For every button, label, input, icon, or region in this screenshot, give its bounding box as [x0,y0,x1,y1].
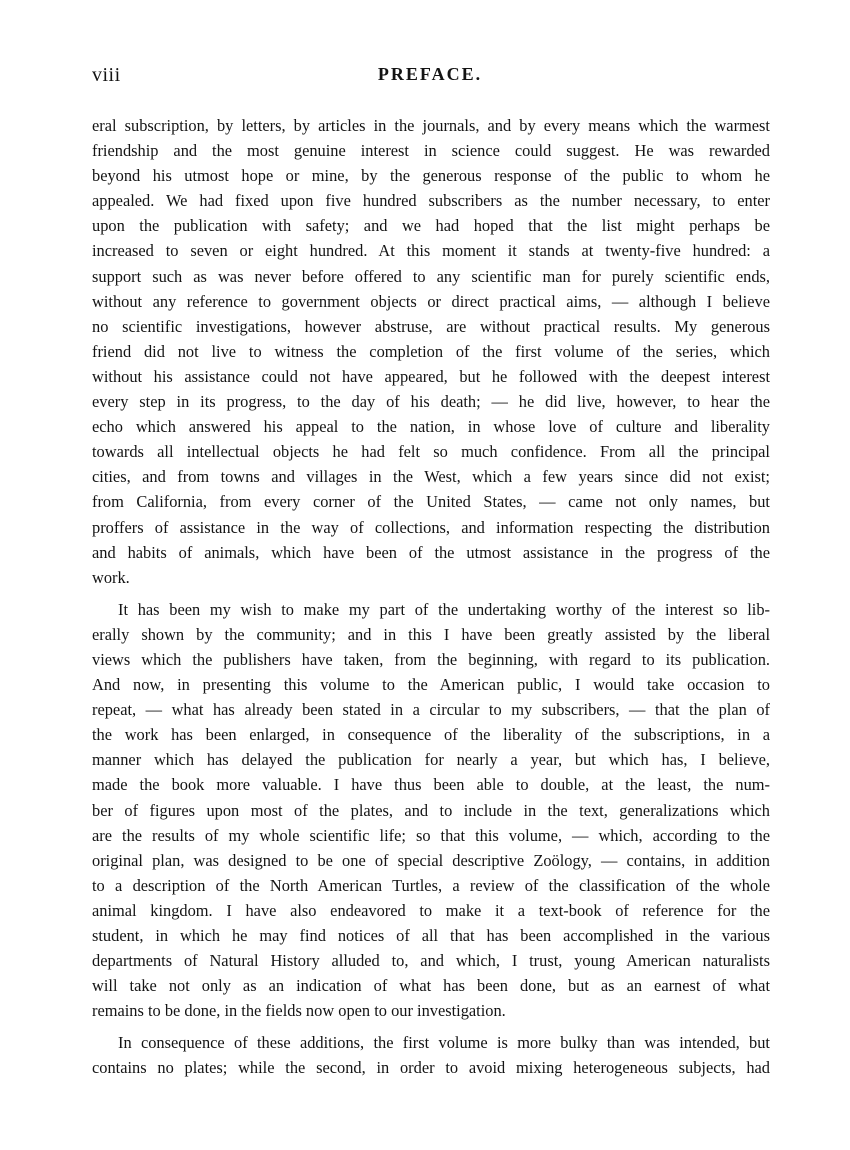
text-line: friend did not live to witness the completion of the first volume of the series, which [92,341,770,361]
text-line: friendship and the most genuine interest in science could suggest. He was rewarded [92,141,770,161]
text-line: erally shown by the community; and in this I have been greatly assisted by the liberal [92,624,770,644]
text-line: departments of Natural History alluded to, and which, I trust, young American naturalists [92,951,770,971]
text-line: cities, and from towns and villages in the West, which a few years since did not exist; [92,467,770,487]
text-line: without any reference to government objects or direct practical aims, — although I believe [92,291,770,311]
page-number: viii [92,64,121,86]
text-line: are the results of my whole scientific life; so that this volume, — which, according to the [92,825,770,845]
text-line: original plan, was designed to be one of special descriptive Zoölogy, — contains, in addition [92,850,770,870]
text-line: It has been my wish to make my part of the undertaking worthy of the interest so lib- [118,599,770,619]
text-line: support such as was never before offered to any scientific man for purely scientific ends, [92,266,770,286]
text-line: student, in which he may find notices of all that has been accomplished in the various [92,926,770,945]
text-line: the work has been enlarged, in consequence of the liberality of the subscriptions, in a [92,725,770,745]
text-line: And now, in presenting this volume to the American public, I would take occasion to [92,675,770,695]
text-line: beyond his utmost hope or mine, by the generous response of the public to whom he [92,166,770,186]
text-line: work. [92,567,130,587]
text-line: will take not only as an indication of what has been done, but as an earnest of what [92,976,770,996]
text-line: views which the publishers have taken, from the beginning, with regard to its publication. [92,649,770,669]
text-line: without his assistance could not have appeared, but he followed with the deepest interest [92,366,770,386]
text-line: eral subscription, by letters, by articles in the journals, and by every means which the warmest [92,116,770,135]
text-line: made the book more valuable. I have thus been able to double, at the least, the num- [92,775,770,795]
text-line: and habits of animals, which have been of the utmost assistance in the progress of the [92,542,770,562]
text-line: every step in its progress, to the day of his death; — he did live, however, to hear the [92,392,770,412]
text-line: remains to be done, in the fields now open to our investigation. [92,1001,506,1021]
page-header [92,64,768,90]
text-line: from California, from every corner of the United States, — came not only names, but [92,492,770,512]
text-line: upon the publication with safety; and we had hoped that the list might perhaps be [92,216,770,236]
text-line: manner which has delayed the publication for nearly a year, but which has, I believe, [92,750,770,770]
text-line: echo which answered his appeal to the nation, in whose love of culture and liberality [92,417,770,437]
running-head: PREFACE. [377,64,483,84]
text-line: increased to seven or eight hundred. At this moment it stands at twenty-five hundred: a [92,241,770,261]
text-line: contains no plates; while the second, in order to avoid mixing heterogeneous subjects, had [92,1058,770,1078]
text-line: ber of figures upon most of the plates, and to include in the text, generalizations which [92,800,770,820]
text-line: towards all intellectual objects he had felt so much confidence. From all the principal [92,442,770,462]
paragraph [92,113,770,590]
paragraph [92,1030,770,1080]
body-text [92,113,770,1081]
text-line: animal kingdom. I have also endeavored to make it a text-book of reference for the [92,900,770,920]
text-line: to a description of the North American Turtles, a review of the classification of the whole [92,875,770,895]
text-line: appealed. We had fixed upon five hundred subscribers as the number necessary, to enter [92,191,770,211]
text-line: repeat, — what has already been stated in a circular to my subscribers, — that the plan of [92,700,770,720]
paragraph [92,597,770,1024]
text-line: no scientific investigations, however abstruse, are without practical results. My generous [92,316,770,336]
text-line: In consequence of these additions, the first volume is more bulky than was intended, but [118,1033,770,1053]
text-line: proffers of assistance in the way of collections, and information respecting the distribution [92,517,770,537]
